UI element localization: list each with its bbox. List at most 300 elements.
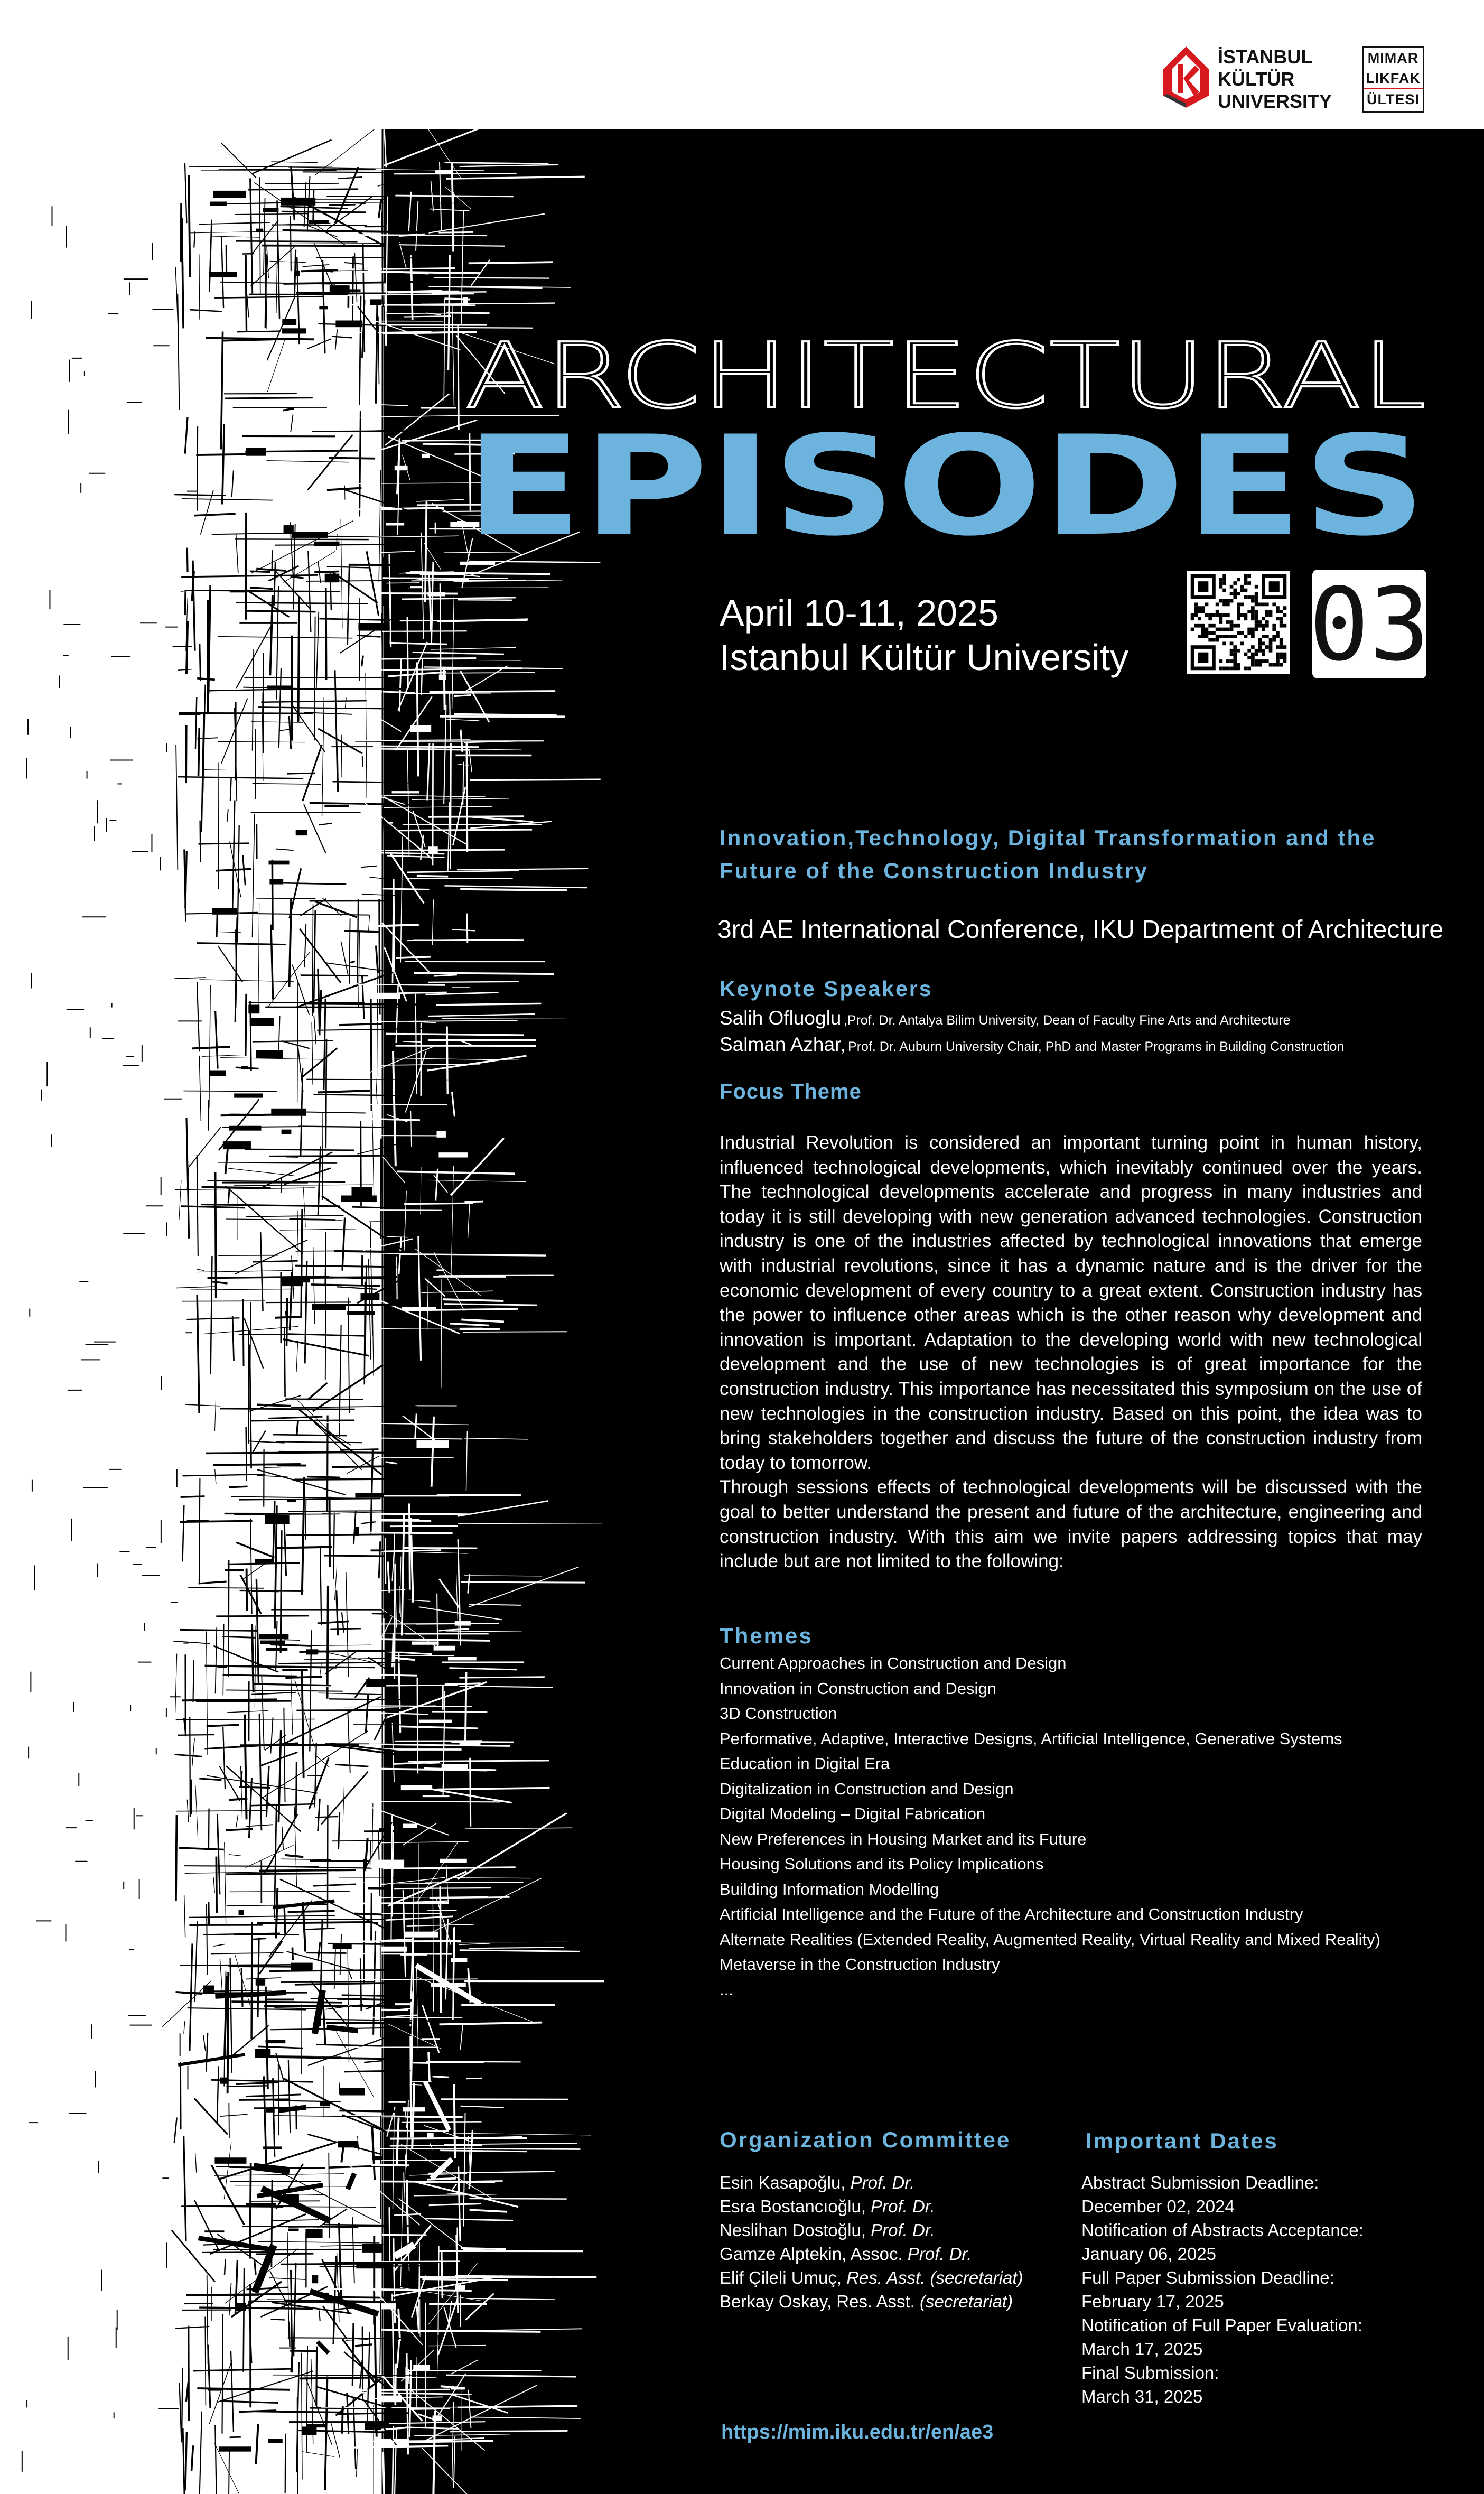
art-line (237, 825, 239, 943)
art-block (296, 830, 307, 835)
theme-item: Artificial Intelligence and the Future of the Architecture and Construction Industry (720, 1905, 1303, 1923)
art-line (293, 197, 408, 258)
art-line (218, 763, 219, 889)
art-line (332, 2289, 472, 2291)
art-line (441, 2386, 464, 2388)
qr-module (1216, 610, 1219, 613)
date-value: February 17, 2025 (1081, 2292, 1224, 2311)
subtitle-line-1: Innovation,Technology, Digital Transformation and the (720, 825, 1376, 850)
art-block (404, 1932, 438, 1938)
art-block (314, 542, 339, 546)
art-line (403, 2441, 493, 2442)
qr-module (1258, 624, 1262, 628)
art-block (395, 2003, 410, 2005)
art-line (288, 2226, 410, 2227)
art-line (404, 1203, 473, 1204)
art-line (199, 2412, 202, 2494)
art-line (266, 1766, 269, 1817)
art-line (261, 2249, 362, 2250)
art-line (206, 1632, 208, 1755)
art-line (174, 495, 226, 496)
art-line (320, 1663, 322, 1677)
art-line (302, 1048, 337, 1077)
art-line (261, 701, 367, 702)
qr-module (1198, 624, 1201, 628)
qr-module (1283, 624, 1287, 628)
art-line (383, 2452, 385, 2494)
qr-module (1208, 613, 1212, 617)
art-line (186, 1118, 189, 1239)
dates-list (1081, 2171, 1451, 2408)
art-line (189, 1127, 221, 1167)
art-line (234, 1185, 373, 1186)
committee-member (720, 2266, 1058, 2290)
art-line (428, 1180, 526, 1181)
art-line (403, 1041, 421, 1042)
art-line (470, 2417, 581, 2418)
qr-module (1219, 581, 1223, 585)
art-line (199, 843, 249, 844)
qr-module (1283, 659, 1287, 663)
art-line (352, 1520, 432, 1521)
art-line (270, 2319, 285, 2320)
art-line (466, 1431, 467, 1491)
art-block (236, 2303, 246, 2311)
qr-module (1258, 638, 1262, 642)
art-line (444, 552, 520, 553)
qr-module (1276, 631, 1280, 635)
art-line (469, 1947, 564, 1948)
art-line (199, 1478, 200, 1584)
art-block (386, 523, 404, 525)
art-line (311, 1285, 380, 1286)
art-line (319, 1685, 458, 1686)
art-line (352, 1550, 441, 1552)
art-line (469, 751, 472, 773)
art-line (429, 573, 431, 631)
art-line (368, 1657, 395, 1676)
art-line (190, 1289, 295, 1290)
qr-module (1262, 659, 1265, 663)
art-line (407, 617, 408, 688)
art-line (317, 1029, 427, 1030)
qr-module (1219, 599, 1223, 603)
art-block (340, 2088, 365, 2095)
qr-module (1226, 635, 1230, 638)
art-block (401, 1785, 432, 1790)
art-line (181, 1496, 205, 1497)
qr-module (1237, 649, 1240, 653)
art-line (445, 187, 471, 209)
art-line (220, 2114, 247, 2116)
committee-member (720, 2242, 1058, 2266)
art-block (266, 2108, 274, 2113)
qr-module (1262, 617, 1265, 620)
art-block (267, 685, 291, 688)
art-line (432, 1417, 434, 1487)
art-line (378, 317, 379, 385)
art-line (192, 2445, 193, 2471)
art-line (379, 1675, 417, 1676)
art-line (340, 1449, 379, 1450)
art-line (451, 1138, 504, 1195)
art-line (182, 499, 273, 500)
art-block (460, 562, 496, 565)
art-line (197, 678, 215, 680)
art-line (195, 1785, 198, 1840)
qr-module (1276, 610, 1280, 613)
committee-member-name: Esra Bostancıoğlu, (720, 2197, 871, 2216)
qr-module (1255, 649, 1258, 653)
art-line (251, 521, 353, 573)
art-block (260, 1641, 285, 1644)
art-line (182, 2368, 183, 2434)
art-line (342, 1995, 409, 1997)
art-line (291, 1406, 417, 1408)
art-line (428, 2052, 430, 2082)
keynote-speaker-1 (720, 1007, 1291, 1034)
art-line (416, 2182, 518, 2207)
art-line (202, 2252, 269, 2253)
art-line (225, 2259, 226, 2275)
art-block (403, 1824, 417, 1828)
art-line (454, 2084, 455, 2158)
art-line (178, 777, 303, 778)
art-block (268, 2439, 283, 2443)
qr-module (1258, 659, 1262, 663)
art-line (430, 209, 469, 211)
art-line (251, 1922, 252, 2040)
art-line (223, 1675, 297, 1676)
art-block (269, 861, 290, 865)
art-line (425, 2219, 513, 2221)
art-line (385, 394, 449, 445)
art-line (228, 1168, 294, 1176)
qr-module (1219, 628, 1223, 631)
art-line (313, 1365, 383, 1411)
qr-module (1237, 617, 1240, 620)
art-line (391, 643, 447, 645)
art-line (282, 1041, 310, 1048)
art-line (236, 2082, 278, 2084)
art-line (230, 778, 231, 801)
art-line (400, 2172, 403, 2286)
art-line (319, 990, 321, 1033)
qr-module (1222, 613, 1226, 617)
qr-module (1222, 667, 1226, 671)
focus-paragraph-1: Industrial Revolution is considered an important turning point in human history, influenced technological developments, which inevitably continued over the years. The technological developments accelerate and progress in many industries and today it is still developing with new generation advanced technologies. Construction industry is one of the industries affected by technological innovations that emerge with industrial revolutions, since it has a dynamic nature and is the driver for the economic development of every country to a great extent. Construction industry has the power to influence other areas which is the other reason why development and innovation is important. Adaptation to the developing world with new technological development and the use of new technologies is of great importance for the construction industry. This importance has necessitated this symposium on the use of new technologies in the construction industry. Based on this point, the idea was to bring stakeholders together and discuss the future of the construction industry from today to tomorrow. (720, 1132, 1422, 1473)
art-line (315, 1743, 316, 1807)
qr-module (1208, 638, 1212, 642)
qr-module (1216, 635, 1219, 638)
art-line (184, 2303, 213, 2304)
qr-module (1240, 589, 1244, 592)
committee-member-name: Esin Kasapoğlu, (720, 2173, 851, 2192)
art-line (288, 2060, 290, 2133)
art-line (339, 2110, 395, 2111)
qr-code-icon[interactable] (1187, 571, 1290, 674)
art-line (211, 236, 260, 237)
art-block (305, 2229, 322, 2238)
art-line (193, 2369, 291, 2371)
art-line (397, 992, 447, 993)
art-line (468, 2329, 582, 2330)
art-line (190, 1943, 192, 2051)
art-line (180, 1630, 257, 1631)
art-line (199, 1056, 201, 1121)
art-line (199, 222, 270, 224)
art-line (458, 325, 459, 430)
art-line (458, 1501, 548, 1516)
art-line (345, 1953, 452, 1954)
art-line (236, 1815, 238, 1828)
art-line (224, 2142, 231, 2200)
art-block (217, 1665, 227, 1668)
art-block (256, 1979, 265, 1986)
art-line (409, 1504, 410, 1590)
art-line (415, 1249, 480, 1296)
qr-module (1280, 653, 1283, 656)
art-line (207, 1904, 208, 1975)
art-line (344, 263, 363, 264)
art-line (262, 1677, 264, 1750)
art-line (470, 779, 601, 780)
art-line (285, 1677, 322, 1678)
theme-item: Metaverse in the Construction Industry (720, 1955, 1000, 1974)
art-line (322, 1196, 404, 1251)
qr-module (1262, 653, 1265, 656)
art-line (393, 2107, 394, 2209)
art-line (181, 1206, 245, 1208)
art-line (162, 1981, 211, 2027)
art-line (361, 1522, 376, 1523)
qr-module (1251, 595, 1255, 599)
art-line (425, 1882, 523, 1883)
art-line (468, 1574, 470, 1593)
art-line (314, 617, 315, 741)
art-line (342, 1217, 345, 1270)
art-line (185, 163, 186, 223)
art-line (232, 470, 234, 497)
qr-module (1230, 628, 1234, 631)
qr-module (1230, 659, 1234, 663)
qr-module (1244, 578, 1248, 581)
art-line (349, 918, 350, 983)
art-line (225, 1842, 226, 1926)
art-line (206, 2033, 208, 2072)
art-line (318, 1621, 349, 1623)
art-line (348, 1710, 350, 1773)
art-line (173, 1641, 210, 1644)
theme-item: 3D Construction (720, 1704, 837, 1723)
art-block (282, 328, 306, 333)
art-line (178, 2054, 245, 2065)
faculty-logo-line-2: LIKFAK (1366, 70, 1421, 86)
art-line (254, 1684, 331, 1686)
art-line (453, 2133, 591, 2135)
art-line (199, 1779, 221, 1780)
art-line (189, 1915, 335, 1917)
qr-module (1216, 613, 1219, 617)
art-line (339, 2240, 340, 2258)
art-line (276, 883, 346, 885)
art-line (366, 673, 367, 798)
theme-item: Performative, Adaptive, Interactive Designs, Artificial Intelligence, Generative Systems (720, 1729, 1342, 1748)
art-block (341, 1195, 377, 1202)
art-line (251, 1420, 354, 1421)
art-line (348, 2165, 419, 2226)
art-line (330, 573, 331, 610)
art-line (370, 691, 415, 693)
art-line (440, 1886, 441, 2013)
qr-module (1272, 624, 1276, 628)
art-block (266, 2040, 286, 2043)
art-line (259, 1870, 356, 1871)
art-line (433, 2411, 435, 2494)
art-line (391, 1816, 392, 1942)
art-line (433, 2077, 449, 2078)
art-line (239, 2411, 277, 2412)
art-line (364, 2061, 382, 2062)
qr-module (1244, 635, 1248, 638)
art-line (444, 299, 445, 400)
committee-member-role: Prof. Dr. (850, 2173, 915, 2192)
art-line (306, 580, 419, 581)
university-name-line-2: KÜLTÜR (1218, 68, 1295, 90)
art-line (469, 2390, 471, 2428)
art-line (406, 573, 550, 574)
art-line (306, 2346, 307, 2452)
qr-module (1237, 613, 1240, 617)
dates-heading: Important Dates (1086, 2128, 1278, 2153)
qr-module (1280, 620, 1283, 624)
art-line (245, 1715, 246, 1820)
qr-module (1258, 603, 1262, 607)
art-line (259, 1941, 282, 1974)
art-line (402, 2122, 482, 2123)
qr-module (1280, 656, 1283, 659)
art-line (199, 2307, 313, 2309)
art-line (434, 975, 457, 976)
art-line (331, 1513, 468, 1514)
qr-module (1255, 595, 1258, 599)
art-block (306, 2424, 325, 2427)
art-line (178, 669, 192, 671)
art-line (421, 303, 555, 304)
edition-number: 03 (1312, 570, 1426, 678)
art-line (313, 1884, 356, 1886)
art-line (459, 2166, 460, 2241)
art-line (284, 1905, 285, 1934)
art-line (415, 1413, 417, 1438)
art-line (375, 795, 405, 805)
website-link[interactable]: https://mim.iku.edu.tr/en/ae3 (721, 2421, 994, 2443)
art-line (218, 946, 242, 982)
qr-finder (1269, 581, 1280, 592)
art-line (346, 1572, 349, 1677)
qr-module (1255, 663, 1258, 667)
art-line (189, 175, 190, 277)
qr-module (1247, 628, 1251, 631)
art-line (464, 1438, 528, 1439)
art-line (450, 1324, 489, 1326)
art-line (185, 851, 186, 908)
art-block (370, 1860, 404, 1868)
art-line (197, 426, 198, 511)
qr-module (1198, 610, 1201, 613)
art-line (404, 1191, 406, 1251)
art-block (392, 791, 419, 793)
art-line (439, 1579, 459, 1607)
qr-module (1265, 620, 1269, 624)
art-line (265, 1735, 286, 1750)
qr-module (1219, 635, 1223, 638)
art-block (230, 591, 247, 592)
art-line (346, 2339, 368, 2340)
art-line (397, 2340, 399, 2368)
art-line (399, 1237, 402, 1274)
art-line (200, 821, 201, 862)
art-line (354, 1914, 382, 1915)
art-line (332, 337, 352, 338)
art-line (183, 1091, 277, 1092)
art-line (274, 2008, 320, 2009)
committee-member-name: Gamze Alptekin, Assoc. (720, 2244, 908, 2264)
qr-module (1219, 613, 1223, 617)
art-line (274, 562, 276, 605)
qr-module (1194, 624, 1198, 628)
art-line (411, 1111, 412, 1147)
qr-module (1230, 624, 1234, 628)
qr-module (1276, 663, 1280, 667)
art-line (254, 2166, 290, 2171)
event-venue: Istanbul Kültür University (720, 637, 1129, 678)
qr-module (1219, 620, 1223, 624)
committee-list (720, 2171, 1058, 2313)
art-block (208, 2388, 221, 2391)
art-line (373, 850, 505, 851)
qr-module (1205, 613, 1209, 617)
art-line (440, 2023, 543, 2025)
art-block (338, 2141, 358, 2147)
art-line (245, 451, 358, 452)
art-line (339, 2083, 340, 2095)
committee-member (720, 2218, 1058, 2242)
art-line (410, 1518, 413, 1602)
art-line (202, 1187, 271, 1188)
qr-module (1283, 645, 1287, 649)
qr-module (1230, 641, 1234, 645)
art-line (444, 705, 446, 804)
art-line (379, 1541, 380, 1578)
art-line (344, 2070, 416, 2071)
qr-module (1201, 631, 1205, 635)
art-line (377, 795, 486, 797)
qr-module (1222, 641, 1226, 645)
art-line (236, 1067, 259, 1068)
art-line (364, 1831, 396, 1832)
art-line (459, 1943, 490, 1945)
qr-module (1251, 663, 1255, 667)
art-line (376, 300, 377, 404)
art-line (281, 2263, 425, 2264)
art-line (289, 716, 291, 749)
art-line (440, 2151, 527, 2152)
art-line (180, 1965, 306, 1966)
art-line (359, 598, 360, 681)
art-line (452, 929, 475, 930)
art-line (331, 2422, 340, 2458)
